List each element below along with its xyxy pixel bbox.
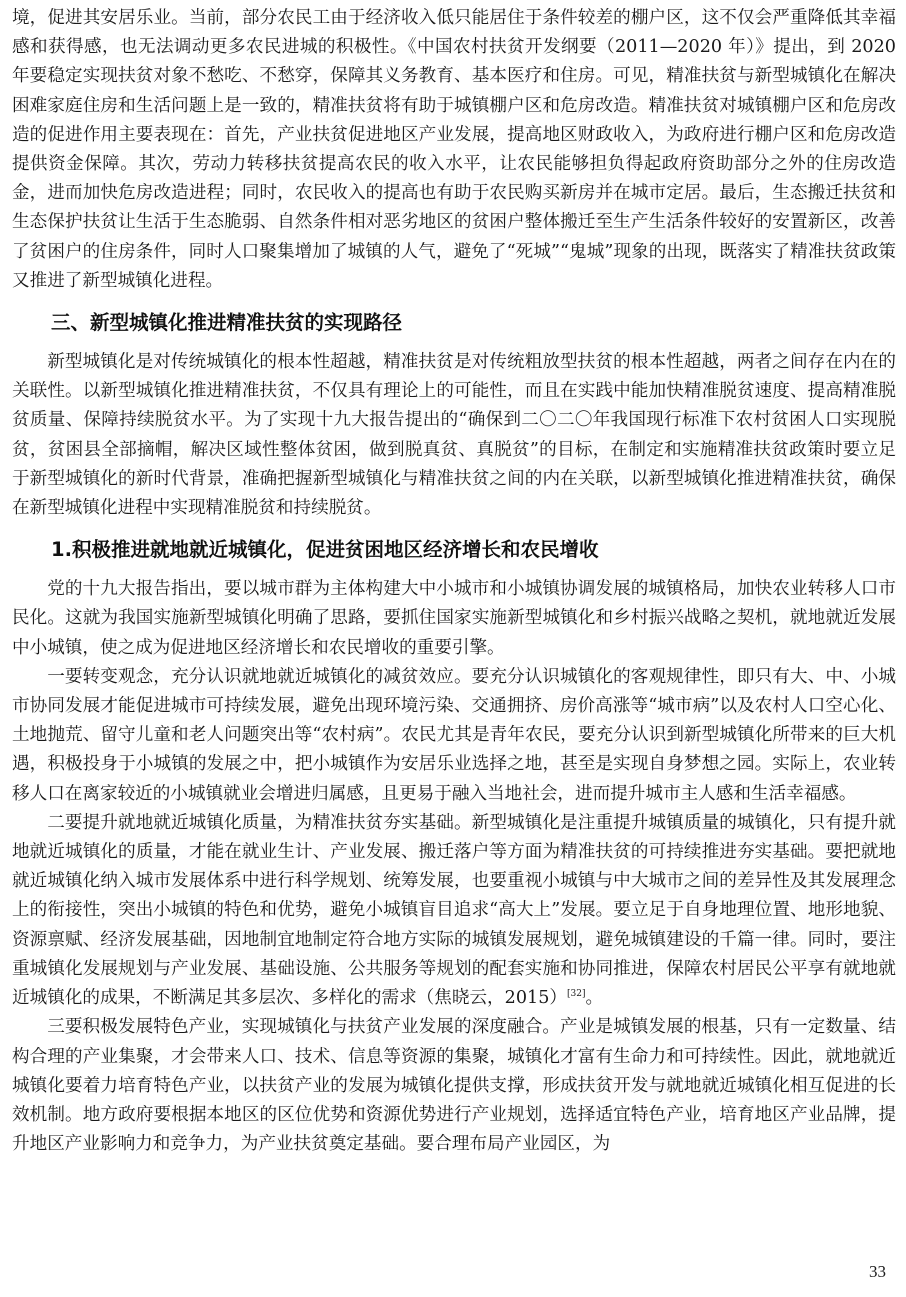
paragraph-second-point-text: 二要提升就地就近城镇化质量，为精准扶贫夯实基础。新型城镇化是注重提升城镇质量的城镇化，只有提升就地就近城镇化的质量，才能在就业生计、产业发展、搬迁落户等方面为精准扶贫的可持续推进夯实基础。要把就地就近城镇化纳入城市发展体系中进行科学规划、统筹发展，也要重视小城镇与中大城市之间的差异性及其发展理念上的衔接性，突出小城镇的特色和优势，避免小城镇盲目追求“高大上”发展。要立足于自身地理位置、地形地貌、资源禀赋、经济发展基础，因地制宜地制定符合地方实际的城镇发展规划，避免城镇建设的千篇一律。同时，要注重城镇化发展规划与产业发展、基础设施、公共服务等规划的配套实施和协同推进，保障农村居民公平享有就地就近城镇化的成果，不断满足其多层次、多样化的需求（焦晓云，2015） xyxy=(12,812,896,1009)
page-number: 33 xyxy=(869,1262,886,1281)
section-heading-3: 三、新型城镇化推进精准扶贫的实现路径 xyxy=(51,311,403,335)
paragraph-second-point xyxy=(12,809,896,1013)
article-page xyxy=(12,4,896,1159)
paragraph-nineteenth-congress: 党的十九大报告指出，要以城市群为主体构建大中小城市和小城镇协调发展的城镇格局，加快农业转移人口市民化。这就为我国实施新型城镇化明确了思路，要抓住国家实施新型城镇化和乡村振兴战略之契机，就地就近发展中小城镇，使之成为促进地区经济增长和农民增收的重要引擎。 xyxy=(12,579,896,658)
paragraph-first-point: 一要转变观念，充分认识就地就近城镇化的减贫效应。要充分认识城镇化的客观规律性，即只有大、中、小城市协同发展才能促进城市可持续发展，避免出现环境污染、交通拥挤、房价高涨等“城市病”以及农村人口空心化、土地抛荒、留守儿童和老人问题突出等“农村病”。农民尤其是青年农民，要充分认识到新型城镇化所带来的巨大机遇，积极投身于小城镇的发展之中，把小城镇作为安居乐业选择之地，甚至是实现自身梦想之园。实际上，农业转移人口在离家较近的小城镇就业会增进归属感，且更易于融入当地社会，进而提升城市主人感和生活幸福感。 xyxy=(12,666,896,804)
subsection-heading-1: 1.积极推进就地就近城镇化，促进贫困地区经济增长和农民增收 xyxy=(51,538,599,562)
paragraph-housing-reform: 境，促进其安居乐业。当前，部分农民工由于经济收入低只能居住于条件较差的棚户区，这不仅会严重降低其幸福感和获得感，也无法调动更多农民进城的积极性。《中国农村扶贫开发纲要（2011—2020 年）》提出，到 2020 年要稳定实现扶贫对象不愁吃、不愁穿，保障其义务教育、基本医疗和住房。可见，精准扶贫与新型城镇化在解决困难家庭住房和生活问题上是一致的，精准扶贫将有助于城镇棚户区和危房改造。精准扶贫对城镇棚户区和危房改造的促进作用主要表现在：首先，产业扶贫促进地区产业发展，提高地区财政收入，为政府进行棚户区和危房改造提供资金保障。其次，劳动力转移扶贫提高农民的收入水平，让农民能够担负得起政府资助部分之外的住房改造金，进而加快危房改造进程；同时，农民收入的提高也有助于农民购买新房并在城市定居。最后，生态搬迁扶贫和生态保护扶贫让生活于生态脆弱、自然条件相对恶劣地区的贫困户整体搬迁至生产生活条件较好的安置新区，改善了贫困户的住房条件，同时人口聚集增加了城镇的人气，避免了“死城”“鬼城”现象的出现，既落实了精准扶贫政策又推进了新型城镇化进程。 xyxy=(12,8,896,291)
paragraph-second-point-end: 。 xyxy=(585,988,604,1009)
paragraph-section-3-intro: 新型城镇化是对传统城镇化的根本性超越，精准扶贫是对传统粗放型扶贫的根本性超越，两者之间存在内在的关联性。以新型城镇化推进精准扶贫，不仅具有理论上的可能性，而且在实践中能加快精准脱贫速度、提高精准脱贫质量、保障持续脱贫水平。为了实现十九大报告提出的“确保到二〇二〇年我国现行标准下农村贫困人口实现脱贫，贫困县全部摘帽，解决区域性整体贫困，做到脱真贫、真脱贫”的目标，在制定和实施精准扶贫政策时要立足于新型城镇化的新时代背景，准确把握新型城镇化与精准扶贫之间的内在关联，以新型城镇化推进精准扶贫，确保在新型城镇化进程中实现精准脱贫和持续脱贫。 xyxy=(12,352,896,519)
paragraph-third-point: 三要积极发展特色产业，实现城镇化与扶贫产业发展的深度融合。产业是城镇发展的根基，只有一定数量、结构合理的产业集聚，才会带来人口、技术、信息等资源的集聚，城镇化才富有生命力和可持续性。因此，就地就近城镇化要着力培育特色产业，以扶贫产业的发展为城镇化提供支撑，形成扶贫开发与就地就近城镇化相互促进的长效机制。地方政府要根据本地区的区位优势和资源优势进行产业规划，选择适宜特色产业，培育地区产业品牌，提升地区产业影响力和竞争力，为产业扶贫奠定基础。要合理布局产业园区，为 xyxy=(12,1017,896,1155)
citation-marker: [32] xyxy=(567,989,586,1000)
